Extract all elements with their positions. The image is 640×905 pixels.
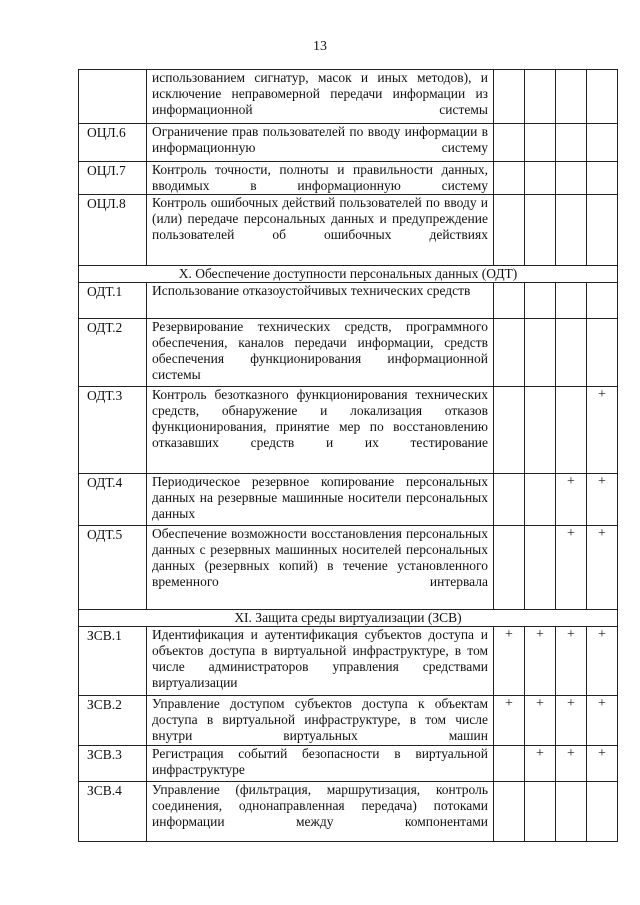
- measure-row: [79, 526, 618, 610]
- protection-level-4-mark: [587, 162, 618, 195]
- measure-description: Регистрация событий безопасности в виртуальной инфраструктуре: [147, 746, 494, 782]
- protection-level-1-mark: [494, 474, 525, 526]
- measure-row: [79, 283, 618, 319]
- protection-level-3-mark: [556, 782, 587, 842]
- protection-level-1-mark: +: [494, 627, 525, 696]
- measure-row: [79, 696, 618, 746]
- measure-description: Идентификация и аутентификация субъектов доступа и объектов доступа в виртуальной инфраструктуре, в том числе администраторов управления средствами виртуализации: [147, 627, 494, 696]
- section-title: X. Обеспечение доступности персональных данных (ОДТ): [79, 266, 618, 283]
- protection-level-2-mark: +: [525, 627, 556, 696]
- measure-code: ОДТ.5: [79, 526, 147, 610]
- measure-code: ЗСВ.3: [79, 746, 147, 782]
- page-number: 13: [313, 39, 327, 54]
- protection-level-1-mark: [494, 387, 525, 474]
- protection-level-2-mark: [525, 195, 556, 266]
- protection-level-3-mark: [556, 162, 587, 195]
- protection-level-3-mark: [556, 283, 587, 319]
- protection-level-3-mark: [556, 124, 587, 162]
- measure-code: ЗСВ.1: [79, 627, 147, 696]
- protection-level-3-mark: [556, 387, 587, 474]
- protection-level-4-mark: [587, 782, 618, 842]
- protection-level-2-mark: [525, 283, 556, 319]
- protection-level-2-mark: [525, 387, 556, 474]
- protection-level-4-mark: [587, 124, 618, 162]
- measure-code: ЗСВ.4: [79, 782, 147, 842]
- measure-code: ОДТ.1: [79, 283, 147, 319]
- protection-level-4-mark: [587, 283, 618, 319]
- measure-row: [79, 124, 618, 162]
- protection-level-4-mark: [587, 70, 618, 124]
- protection-level-2-mark: [525, 319, 556, 387]
- protection-level-1-mark: [494, 283, 525, 319]
- section-title: XI. Защита среды виртуализации (ЗСВ): [79, 610, 618, 627]
- measure-code: ЗСВ.2: [79, 696, 147, 746]
- measure-code: ОДТ.3: [79, 387, 147, 474]
- measure-row: [79, 387, 618, 474]
- measure-description: Контроль ошибочных действий пользователей по вводу и (или) передаче персональных данных и предупреждение пользователей об ошибочных действиях: [147, 195, 494, 266]
- measure-description: Обеспечение возможности восстановления персональных данных с резервных машинных носителей персональных данных (резервных копий) в течение установленного временного интервала: [147, 526, 494, 610]
- protection-level-4-mark: +: [587, 696, 618, 746]
- protection-level-1-mark: [494, 319, 525, 387]
- measure-description: Контроль точности, полноты и правильности данных, вводимых в информационную систему: [147, 162, 494, 195]
- measure-row: [79, 162, 618, 195]
- protection-level-2-mark: [525, 782, 556, 842]
- protection-level-1-mark: [494, 70, 525, 124]
- measure-description: Контроль безотказного функционирования технических средств, обнаружение и локализация отказов функционирования, принятие мер по восстановлению отказавших средств и их тестирование: [147, 387, 494, 474]
- measure-row: [79, 627, 618, 696]
- protection-level-2-mark: +: [525, 696, 556, 746]
- protection-level-3-mark: +: [556, 474, 587, 526]
- protection-level-2-mark: [525, 70, 556, 124]
- measure-description: Управление доступом субъектов доступа к объектам доступа в виртуальной инфраструктуре, в том числе внутри виртуальных машин: [147, 696, 494, 746]
- security-measures-table: [78, 69, 618, 842]
- measure-row: [79, 474, 618, 526]
- protection-level-4-mark: +: [587, 746, 618, 782]
- protection-level-2-mark: [525, 124, 556, 162]
- protection-level-2-mark: +: [525, 746, 556, 782]
- protection-level-2-mark: [525, 474, 556, 526]
- protection-level-3-mark: +: [556, 627, 587, 696]
- protection-level-3-mark: [556, 195, 587, 266]
- protection-level-1-mark: [494, 162, 525, 195]
- measure-code: ОЦЛ.8: [79, 195, 147, 266]
- protection-level-3-mark: +: [556, 696, 587, 746]
- measure-description: Ограничение прав пользователей по вводу информации в информационную систему: [147, 124, 494, 162]
- measure-code: ОЦЛ.6: [79, 124, 147, 162]
- measure-code: ОЦЛ.7: [79, 162, 147, 195]
- measure-description: Периодическое резервное копирование персональных данных на резервные машинные носители персональных данных: [147, 474, 494, 526]
- section-header-row: [79, 610, 618, 627]
- protection-level-1-mark: [494, 782, 525, 842]
- measure-description: Резервирование технических средств, программного обеспечения, каналов передачи информации, средств обеспечения функционирования информационной системы: [147, 319, 494, 387]
- protection-level-1-mark: [494, 746, 525, 782]
- protection-level-3-mark: +: [556, 526, 587, 610]
- protection-level-1-mark: [494, 526, 525, 610]
- protection-level-1-mark: [494, 195, 525, 266]
- measure-code: ОДТ.4: [79, 474, 147, 526]
- protection-level-4-mark: +: [587, 474, 618, 526]
- measure-description: Управление (фильтрация, маршрутизация, контроль соединения, однонаправленная передача) потоками информации между компонентами: [147, 782, 494, 842]
- protection-level-3-mark: [556, 319, 587, 387]
- section-header-row: [79, 266, 618, 283]
- measure-row: [79, 319, 618, 387]
- measure-description: использованием сигнатур, масок и иных методов), и исключение неправомерной передачи информации из информационной системы: [147, 70, 494, 124]
- protection-level-4-mark: [587, 319, 618, 387]
- measure-code: ОДТ.2: [79, 319, 147, 387]
- protection-level-1-mark: +: [494, 696, 525, 746]
- measure-row: [79, 746, 618, 782]
- measure-code: [79, 70, 147, 124]
- measure-description: Использование отказоустойчивых технических средств: [147, 283, 494, 319]
- protection-level-4-mark: +: [587, 387, 618, 474]
- measure-row: [79, 70, 618, 124]
- protection-level-2-mark: [525, 526, 556, 610]
- protection-level-3-mark: [556, 70, 587, 124]
- protection-level-1-mark: [494, 124, 525, 162]
- protection-level-4-mark: [587, 195, 618, 266]
- protection-level-3-mark: +: [556, 746, 587, 782]
- protection-level-4-mark: +: [587, 526, 618, 610]
- protection-level-2-mark: [525, 162, 556, 195]
- measure-row: [79, 195, 618, 266]
- measure-row: [79, 782, 618, 842]
- protection-level-4-mark: +: [587, 627, 618, 696]
